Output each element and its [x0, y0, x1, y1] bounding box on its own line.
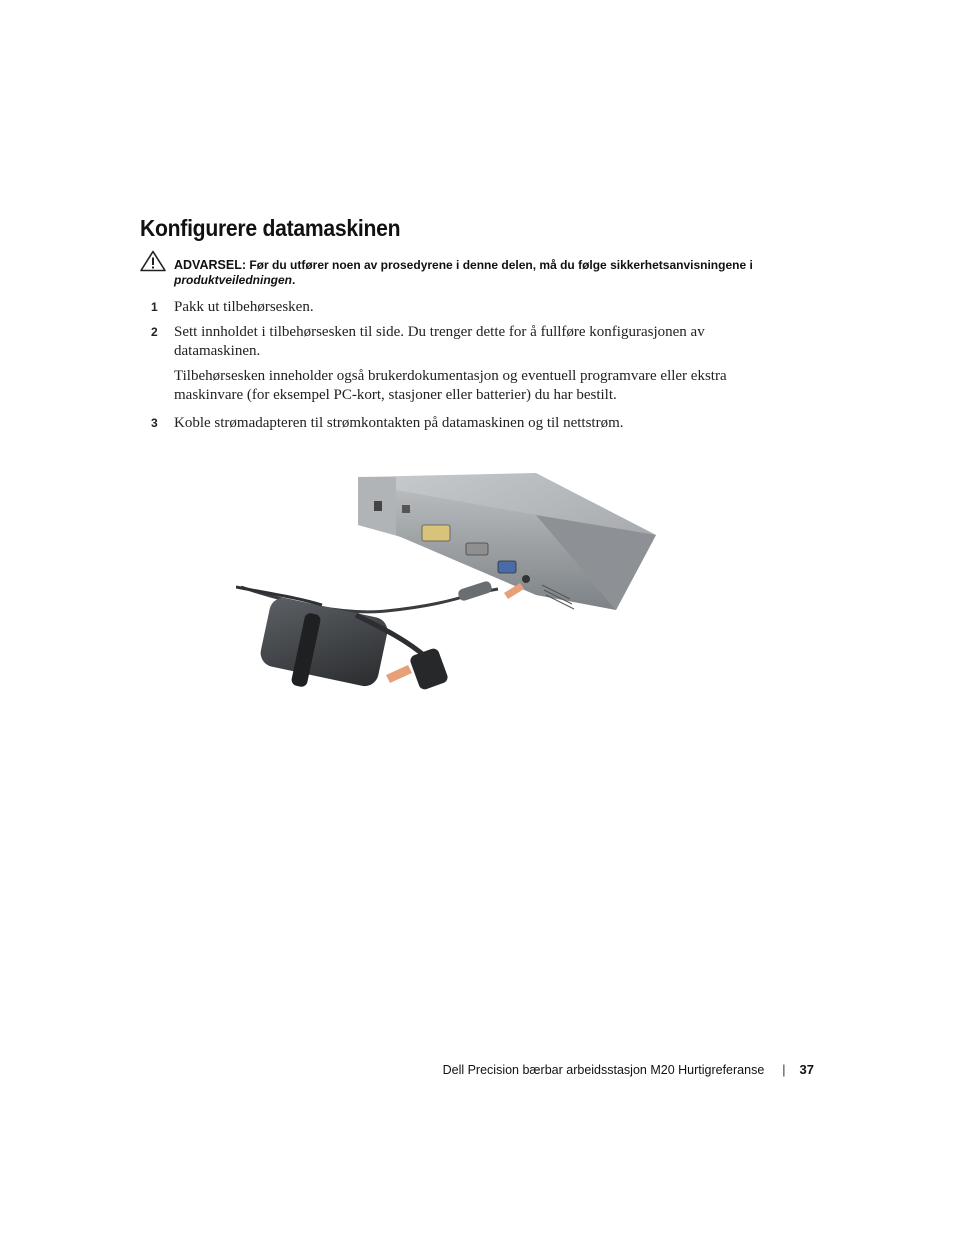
page-footer	[443, 1062, 814, 1077]
step-3	[151, 414, 771, 433]
step-1	[151, 298, 771, 317]
warning-triangle-icon	[140, 250, 166, 272]
step-number: 2	[151, 325, 158, 339]
page-title: Konfigurere datamaskinen	[140, 215, 401, 241]
step-number: 1	[151, 300, 158, 314]
warning-notice	[174, 258, 814, 288]
footer-title: Dell Precision bærbar arbeidsstasjon M20 Hurtigreferanse	[442, 1062, 765, 1077]
warning-label: ADVARSEL:	[174, 258, 246, 272]
laptop-adapter-illustration	[236, 465, 672, 720]
step-text: Sett innholdet i tilbehørsesken til side. Du trenger dette for å fullføre konfigurasjonen av datamaskinen.	[174, 324, 705, 359]
step-number: 3	[151, 416, 158, 430]
warning-end: .	[292, 273, 296, 287]
page-number: 37	[799, 1062, 814, 1077]
warning-emphasis: produktveiledningen	[174, 273, 293, 287]
footer-separator: |	[782, 1062, 786, 1077]
step-2	[151, 323, 771, 361]
step-2-note: Tilbehørsesken inneholder også brukerdokumentasjon og eventuell programvare eller ekstra maskinvare (for eksempel PC-kort, stasjoner eller batterier) du har bestilt.	[174, 368, 727, 403]
step-text: Koble strømadapteren til strømkontakten på datamaskinen og til nettstrøm.	[174, 415, 624, 431]
step-text: Pakk ut tilbehørsesken.	[174, 299, 314, 315]
warning-text: Før du utfører noen av prosedyrene i denne delen, må du følge sikkerhetsanvisningene i	[249, 258, 753, 272]
